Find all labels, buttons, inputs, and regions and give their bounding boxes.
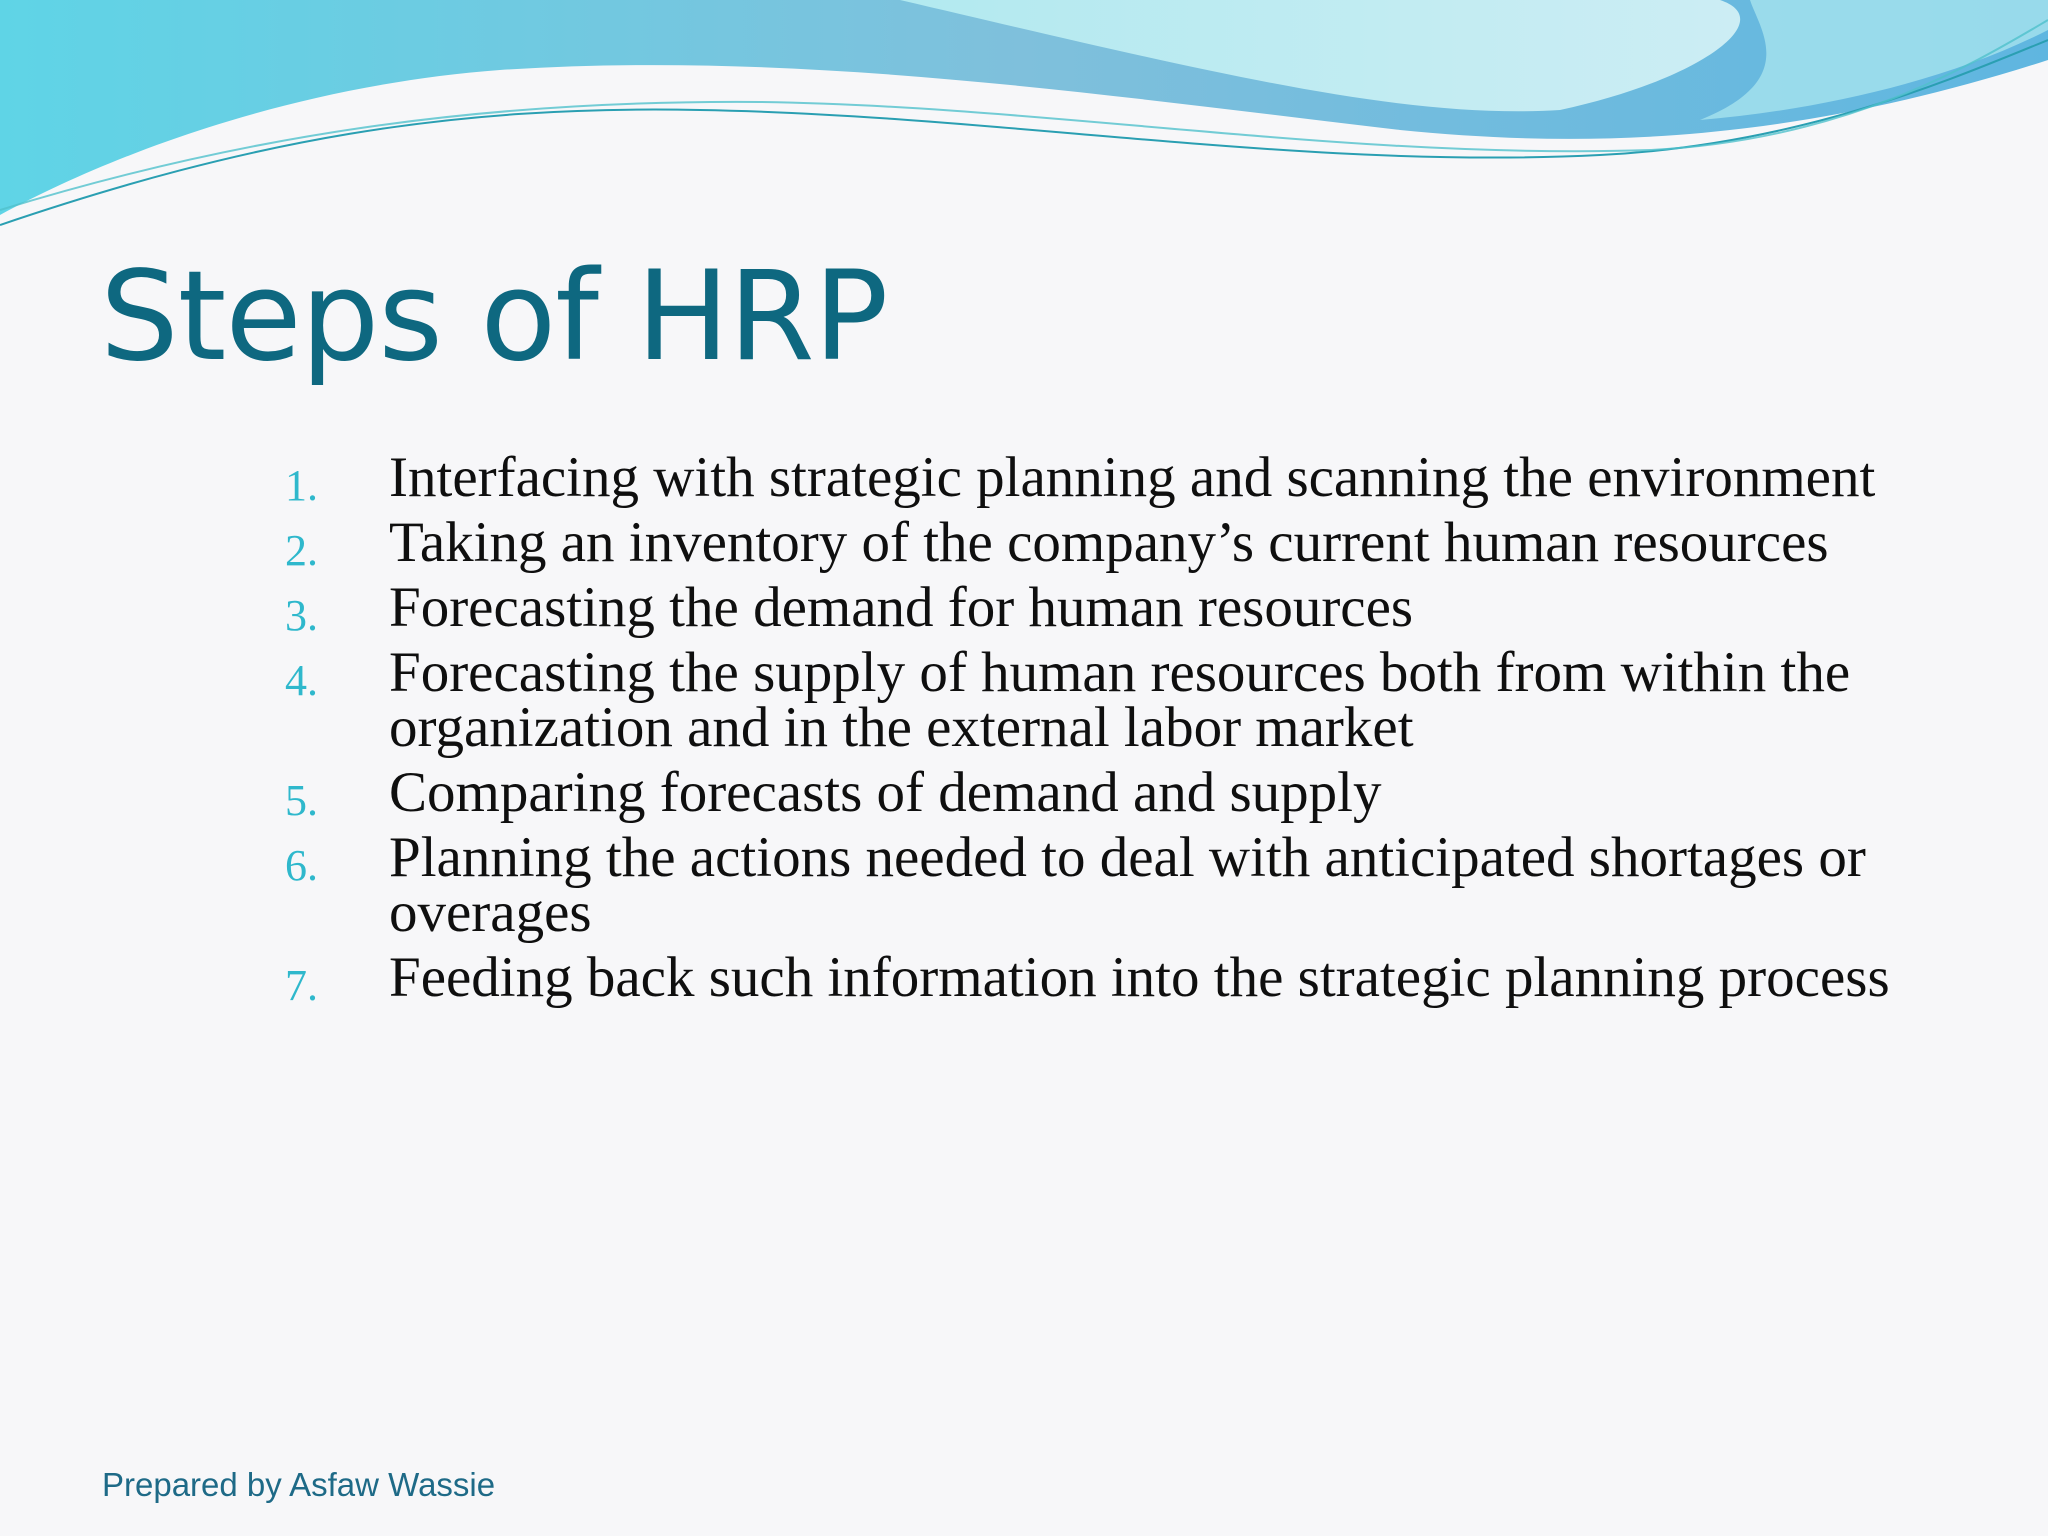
list-item — [285, 946, 2015, 1010]
step-text: Forecasting the demand for human resources — [389, 576, 1414, 639]
step-number: 1. — [285, 461, 318, 510]
slide-title: Steps of HRP — [100, 245, 888, 389]
step-text: Comparing forecasts of demand and supply — [389, 761, 1382, 824]
steps-list — [285, 446, 2015, 1015]
step-text: Forecasting the supply of human resources both from within the organization and in the external labor market — [389, 641, 1851, 759]
step-text: Feeding back such information into the strategic planning process — [389, 946, 1890, 1009]
step-number: 4. — [285, 656, 318, 705]
slide-footer: Prepared by Asfaw Wassie — [102, 1466, 496, 1503]
step-number: 5. — [285, 776, 318, 825]
list-item — [285, 826, 2015, 944]
list-item — [285, 446, 2015, 510]
list-item — [285, 761, 2015, 825]
list-item — [285, 511, 2015, 575]
step-number: 6. — [285, 841, 318, 890]
step-number: 2. — [285, 526, 318, 575]
step-text: Interfacing with strategic planning and scanning the environment — [389, 446, 1876, 509]
list-item — [285, 641, 2015, 759]
step-number: 3. — [285, 591, 318, 640]
header-wave-decoration — [0, 0, 2048, 260]
step-text: Taking an inventory of the company’s current human resources — [389, 511, 1829, 574]
step-number: 7. — [285, 961, 318, 1010]
list-item — [285, 576, 2015, 640]
step-text: Planning the actions needed to deal with anticipated shortages or overages — [389, 826, 1866, 944]
